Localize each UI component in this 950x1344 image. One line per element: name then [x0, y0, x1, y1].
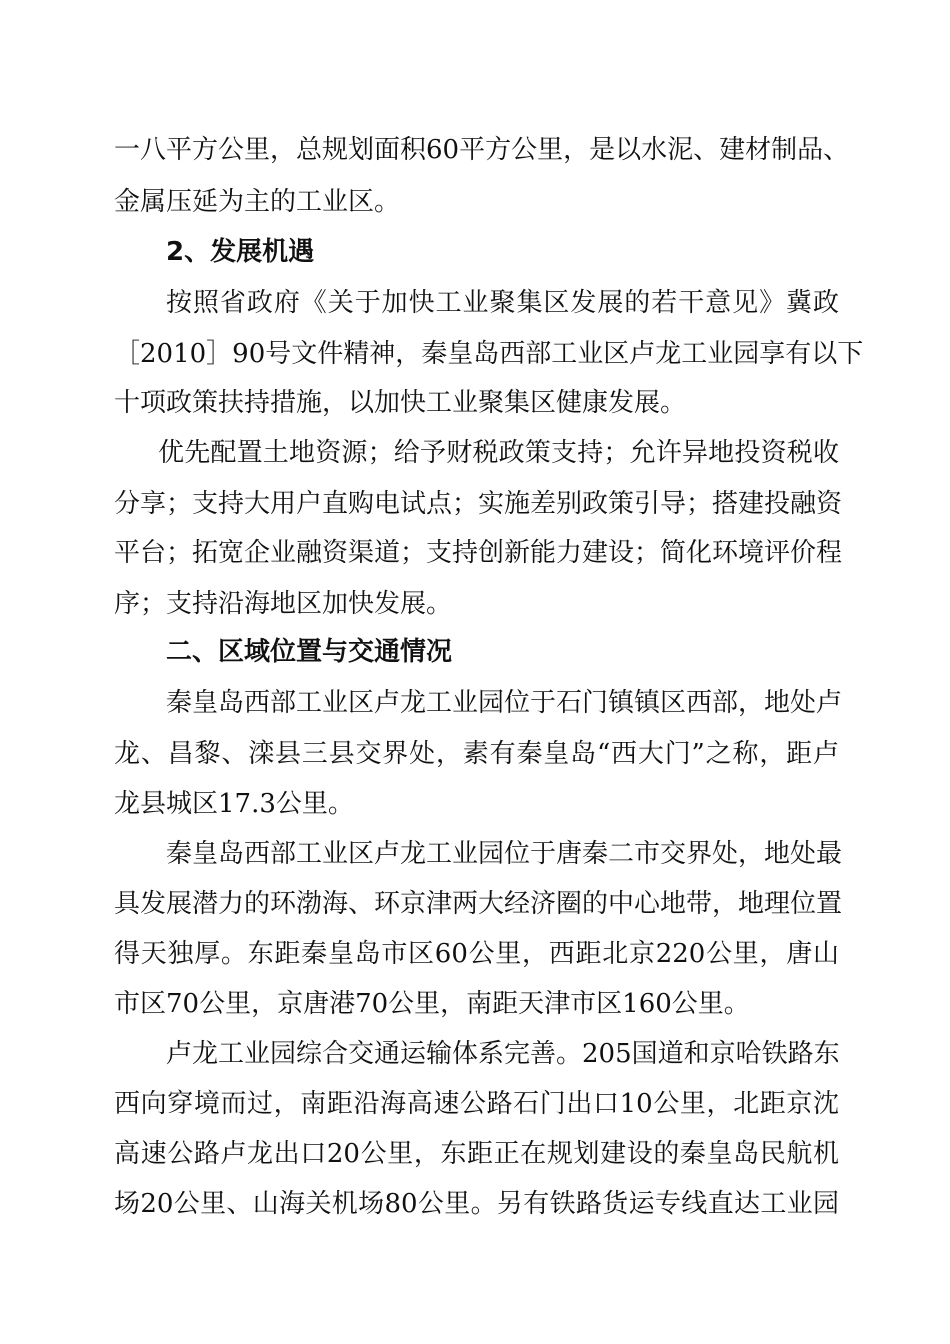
paragraph-line: 场20公里、山海关机场80公里。另有铁路货运专线直达工业园: [114, 1189, 839, 1219]
paragraph-line: 序；支持沿海地区加快发展。: [114, 589, 453, 619]
paragraph-line: 优先配置土地资源；给予财税政策支持；允许异地投资税收: [158, 438, 839, 468]
paragraph-line: 秦皇岛西部工业区卢龙工业园位于唐秦二市交界处，地处最: [166, 839, 843, 869]
paragraph-line: 龙县城区17.3公里。: [114, 789, 354, 819]
paragraph-line: 龙、昌黎、滦县三县交界处，素有秦皇岛“西大门”之称，距卢: [114, 739, 839, 769]
paragraph-line: 具发展潜力的环渤海、环京津两大经济圈的中心地带，地理位置: [114, 889, 843, 919]
section-heading: 二、区域位置与交通情况: [166, 637, 453, 667]
paragraph-line: 金属压延为主的工业区。: [114, 187, 401, 217]
paragraph-line: 市区70公里，京唐港70公里，南距天津市区160公里。: [114, 989, 750, 1019]
paragraph-line: 卢龙工业园综合交通运输体系完善。205国道和京哈铁路东: [166, 1039, 840, 1069]
section-heading: 2、发展机遇: [166, 237, 315, 267]
paragraph-line: 分享；支持大用户直购电试点；实施差别政策引导；搭建投融资: [114, 489, 843, 519]
paragraph-line: 西向穿境而过，南距沿海高速公路石门出口10公里，北距京沈: [114, 1089, 839, 1119]
paragraph-line: 得天独厚。东距秦皇岛市区60公里，西距北京220公里，唐山: [114, 939, 839, 969]
paragraph-line: 按照省政府《关于加快工业聚集区发展的若干意见》冀政: [166, 288, 839, 318]
paragraph-line: 十项政策扶持措施，以加快工业聚集区健康发展。: [114, 388, 687, 418]
paragraph-line: 平台；拓宽企业融资渠道；支持创新能力建设；简化环境评价程: [114, 538, 843, 568]
paragraph-line: ［2010］90号文件精神，秦皇岛西部工业区卢龙工业园享有以下: [114, 339, 864, 369]
paragraph-line: 秦皇岛西部工业区卢龙工业园位于石门镇镇区西部，地处卢: [166, 688, 843, 718]
paragraph-line: 一八平方公里，总规划面积60平方公里，是以水泥、建材制品、: [114, 135, 850, 165]
paragraph-line: 高速公路卢龙出口20公里，东距正在规划建设的秦皇岛民航机: [114, 1139, 839, 1169]
